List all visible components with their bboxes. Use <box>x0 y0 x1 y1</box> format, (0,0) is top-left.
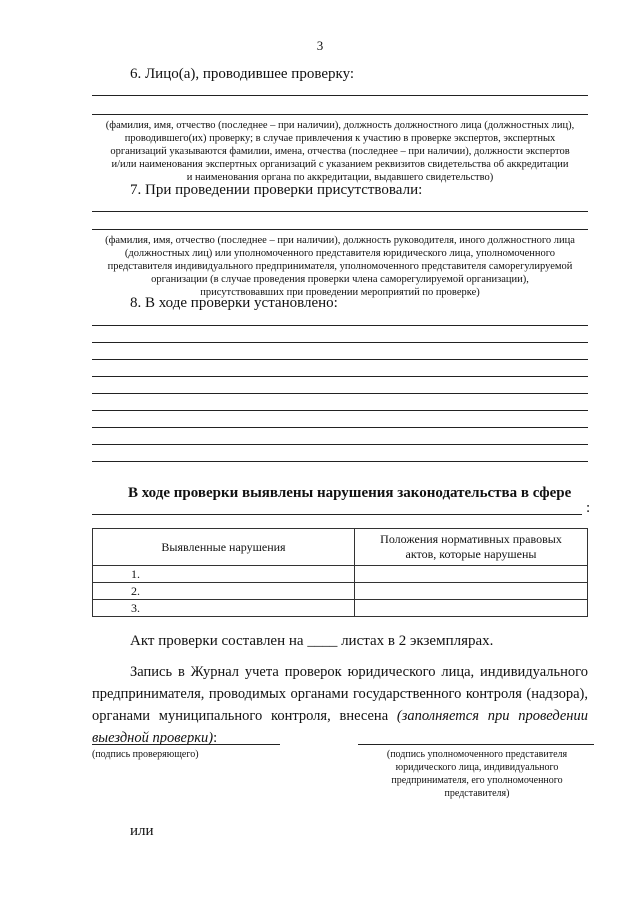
journal-colon: : <box>213 730 218 746</box>
inspector-signature-line <box>92 744 280 745</box>
table-cell: 2. <box>93 583 355 600</box>
journal-italic-note: (заполняется при проведении выездной проверки) <box>92 708 588 746</box>
note-line: (фамилия, имя, отчество (последнее – при наличии), должность должностного лица (должностных лиц), <box>105 120 575 131</box>
note-line: проводившего(их) проверку; в случае привлечения к участию в проверке экспертов, экспертных <box>124 133 556 144</box>
note-line: представителя индивидуального предпринимателя, уполномоченного представителя саморегулируемой <box>107 261 573 272</box>
fill-line <box>92 229 588 230</box>
violations-heading: В ходе проверки выявлены нарушения законодательства в сфере <box>128 485 572 501</box>
page-number: 3 <box>316 38 324 53</box>
table-row <box>93 583 588 600</box>
note-line: присутствовавших при проведении мероприятий по проверке) <box>200 287 480 298</box>
fill-line <box>92 410 588 411</box>
journal-text: Запись в Журнал учета проверок юридического лица, индивидуального предпринимателя, проводимых органами государственного контроля (надзора), органами муниципального контроля, внесена <box>92 664 588 724</box>
caption-line: предпринимателя, его уполномоченного <box>391 775 563 786</box>
caption-line: представителя) <box>444 788 510 799</box>
ili-text: или <box>130 823 154 839</box>
representative-signature-line <box>358 744 594 745</box>
note-line: и/или наименования экспертных организаций с указанием реквизитов свидетельства об аккредитации <box>111 159 569 170</box>
fill-line <box>92 95 588 96</box>
journal-paragraph <box>92 661 588 749</box>
fill-line <box>92 342 588 343</box>
table-header-cell: Выявленные нарушения <box>93 529 355 566</box>
table-cell: 1. <box>93 566 355 583</box>
table-header-row <box>93 529 588 566</box>
act-blank: ____ <box>307 633 338 649</box>
fill-line <box>92 376 588 377</box>
note-line: организации (в случае проведения проверки члена саморегулируемой организации), <box>151 274 529 285</box>
representative-signature-caption <box>364 748 590 800</box>
act-suffix: листах в 2 экземплярах. <box>341 633 494 649</box>
section-7-note <box>92 234 588 299</box>
note-line: (должностных лиц) или уполномоченного представителя юридического лица, уполномоченного <box>124 248 556 259</box>
table-cell <box>355 600 588 617</box>
violations-colon: : <box>586 500 591 516</box>
violations-table <box>92 528 588 617</box>
inspector-signature-caption: (подпись проверяющего) <box>92 749 199 760</box>
section-6-heading: 6. Лицо(а), проводившее проверку: <box>130 66 355 82</box>
table-cell <box>355 566 588 583</box>
fill-line <box>92 211 588 212</box>
note-line: организаций указываются фамилии, имена, отчества (последнее – при наличии), должности экспертов <box>110 146 570 157</box>
fill-line <box>92 114 588 115</box>
table-row <box>93 600 588 617</box>
act-prefix: Акт проверки составлен на <box>130 633 304 649</box>
note-line: (фамилия, имя, отчество (последнее – при наличии), должность руководителя, иного должностного лица <box>105 235 575 246</box>
section-7-heading: 7. При проведении проверки присутствовали: <box>130 182 423 198</box>
fill-line <box>92 461 588 462</box>
fill-line <box>92 514 582 515</box>
note-line: и наименования органа по аккредитации, выдавшего свидетельство) <box>186 172 494 183</box>
table-cell: 3. <box>93 600 355 617</box>
fill-line <box>92 393 588 394</box>
act-statement <box>130 633 493 650</box>
fill-line <box>92 427 588 428</box>
section-6-note <box>92 119 588 184</box>
section-8-heading: 8. В ходе проверки установлено: <box>130 295 338 311</box>
fill-line <box>92 325 588 326</box>
table-header-cell: Положения нормативных правовых актов, которые нарушены <box>355 529 588 566</box>
table-row <box>93 566 588 583</box>
table-cell <box>355 583 588 600</box>
fill-line <box>92 359 588 360</box>
fill-line <box>92 444 588 445</box>
caption-line: (подпись уполномоченного представителя <box>386 749 568 760</box>
caption-line: юридического лица, индивидуального <box>395 762 559 773</box>
